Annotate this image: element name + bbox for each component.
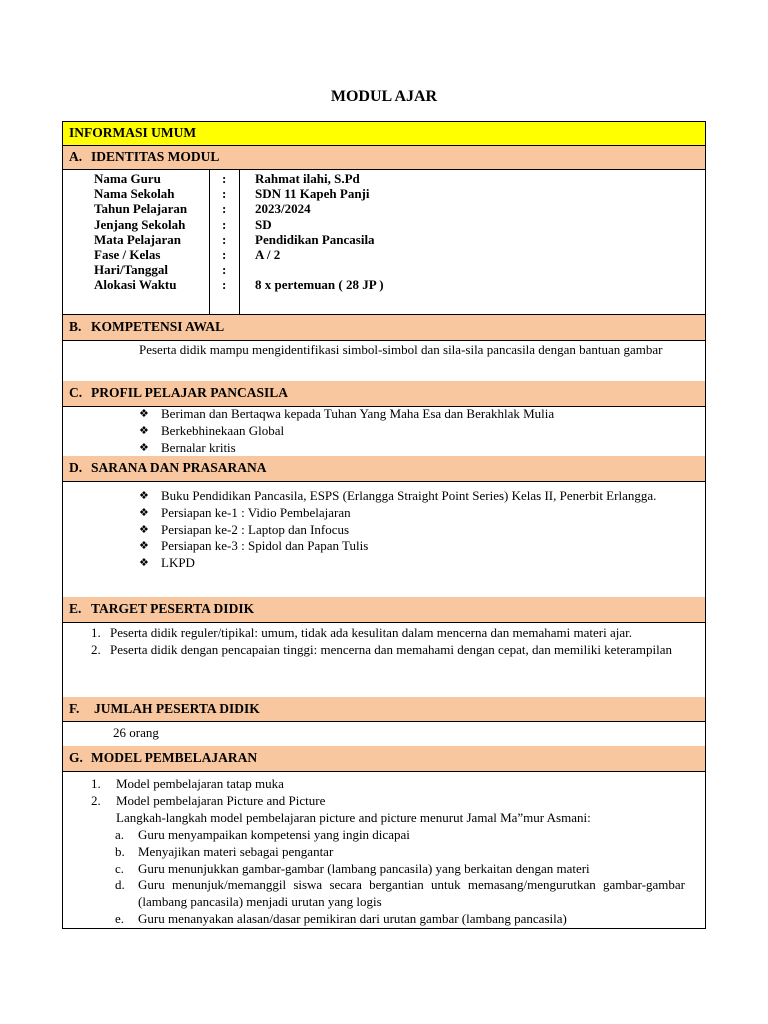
model-intro: Langkah-langkah model pembelajaran picture and picture menurut Jamal Ma”mur Asmani: [116,809,591,825]
section-letter: C. [69,385,83,400]
list-item: ❖ Berkebhinekaan Global [139,422,285,438]
section-title: MODEL PEMBELAJARAN [91,750,258,765]
column-divider [209,169,210,314]
section-letter: A. [69,149,83,164]
bullet-diamond-icon: ❖ [139,522,149,536]
bullet-diamond-icon: ❖ [139,556,149,570]
kompetensi-awal-text: Peserta didik mampu mengidentifikasi simbol-simbol dan sila-sila pancasila dengan bantuan gambar [139,342,663,357]
list-item: 1. Peserta didik reguler/tipikal: umum, tidak ada kesulitan dalam mencerna dan memahami materi ajar. [91,625,632,640]
separator: : [222,231,227,247]
bullet-diamond-icon: ❖ [139,489,149,502]
label-hari-tanggal: Hari/Tanggal [94,262,168,278]
value-nama-guru: Rahmat ilahi, S.Pd [255,171,360,186]
bullet-diamond-icon: ❖ [139,407,149,420]
sarana-body [63,481,705,598]
section-f-header [63,697,705,722]
model-list [91,776,685,826]
value-jenjang-sekolah: SD [255,216,272,232]
value-fase-kelas: A / 2 [255,246,281,262]
label-fase-kelas: Fase / Kelas [94,246,161,262]
label-tahun-pelajaran: Tahun Pelajaran [94,201,188,217]
section-e-header [63,597,705,623]
label-alokasi-waktu: Alokasi Waktu [94,277,177,293]
separator: : [222,277,227,293]
bullet-diamond-icon: ❖ [139,440,149,454]
modul-table [62,121,706,929]
section-title: JUMLAH PESERTA DIDIK [94,701,260,716]
target-body [63,622,705,698]
separator: : [222,171,227,186]
section-a-header [63,146,705,170]
list-item: ❖ Persiapan ke-3 : Spidol dan Papan Tulis [139,538,369,554]
section-title: IDENTITAS MODUL [91,149,220,164]
section-title: SARANA DAN PRASARANA [91,460,267,475]
separator: : [222,216,227,232]
identitas-values [255,171,384,293]
separator: : [222,262,227,278]
bullet-diamond-icon: ❖ [139,505,149,519]
label-nama-sekolah: Nama Sekolah [94,186,175,202]
list-item: ❖ Persiapan ke-1 : Vidio Pembelajaran [139,504,351,520]
separator: : [222,246,227,262]
section-letter: G. [69,750,83,765]
list-item: ❖ Bernalar kritis [139,439,236,455]
list-item: d. Guru menunjuk/memanggil siswa secara bergantian untuk memasang/mengurutkan gambar-gambar (lambang pancasila) menjadi urutan yang logis [115,877,685,910]
list-item: c. Guru menunjukkan gambar-gambar (lambang pancasila) yang berkaitan dengan materi [115,860,590,876]
section-title: KOMPETENSI AWAL [91,319,225,334]
list-item: ❖ LKPD [139,555,195,571]
section-g-header [63,746,705,772]
identitas-separators [222,171,226,293]
label-mata-pelajaran: Mata Pelajaran [94,231,182,247]
value-nama-sekolah: SDN 11 Kapeh Panji [255,186,370,202]
list-item: b. Menyajikan materi sebagai pengantar [115,843,334,859]
section-letter: E. [69,601,82,616]
value-tahun-pelajaran: 2023/2024 [255,201,311,217]
separator: : [222,186,227,202]
list-item: e. Guru menanyakan alasan/dasar pemikiran dari urutan gambar (lambang pancasila) [115,910,567,926]
section-c-header [63,381,705,407]
list-item: ❖ Buku Pendidikan Pancasila, ESPS (Erlangga Straight Point Series) Kelas II, Penerbit Erlangga. [139,488,657,503]
profil-list [139,406,685,456]
section-title: TARGET PESERTA DIDIK [91,601,255,616]
list-item: ❖ Beriman dan Bertaqwa kepada Tuhan Yang Maha Esa dan Berakhlak Mulia [139,406,555,421]
section-b-header [63,315,705,341]
value-hari-tanggal [255,262,384,277]
separator: : [222,201,227,217]
bullet-diamond-icon: ❖ [139,423,149,437]
list-item: 1. Model pembelajaran tatap muka [91,776,284,791]
label-jenjang-sekolah: Jenjang Sekolah [94,216,186,232]
identitas-table [63,169,705,315]
model-body [63,771,705,929]
informasi-umum-header: INFORMASI UMUM [63,122,705,146]
jumlah-text: 26 orang [113,725,159,740]
section-letter: B. [69,319,82,334]
target-list [91,625,685,659]
section-letter: F. [69,701,80,716]
kompetensi-awal-body [63,340,705,382]
list-item: 2. Model pembelajaran Picture and Picture [91,792,326,808]
column-divider [239,169,240,314]
section-title: PROFIL PELAJAR PANCASILA [91,385,289,400]
list-item: ❖ Persiapan ke-2 : Laptop dan Infocus [139,521,350,537]
value-alokasi-waktu: 8 x pertemuan ( 28 JP ) [255,277,384,293]
list-item: a. Guru menyampaikan kompetensi yang ingin dicapai [115,827,410,842]
label-nama-guru: Nama Guru [94,171,161,186]
bullet-diamond-icon: ❖ [139,539,149,553]
section-letter: D. [69,460,83,475]
list-item: 2. Peserta didik dengan pencapaian tinggi: mencerna dan memahami dengan cepat, dan memiliki keterampilan [91,641,673,657]
document-title: MODUL AJAR [330,88,438,105]
jumlah-body [63,721,705,747]
identitas-labels [94,171,187,293]
profil-body [63,406,705,457]
sarana-list [139,488,685,572]
value-mata-pelajaran: Pendidikan Pancasila [255,231,375,247]
section-d-header [63,456,705,482]
langkah-list [115,827,685,928]
